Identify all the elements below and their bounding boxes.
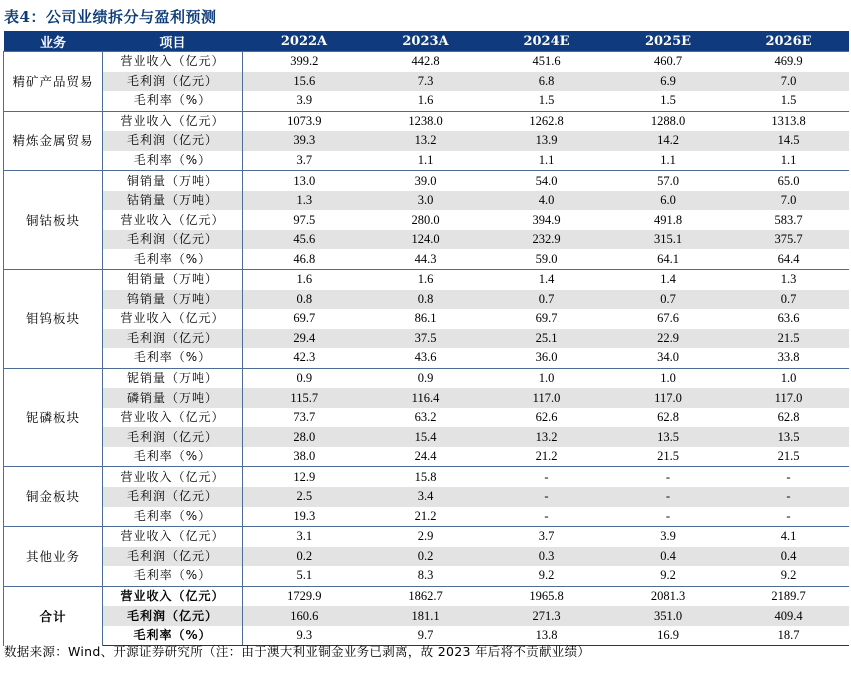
value-cell: 0.3	[486, 547, 608, 567]
value-cell: 271.3	[486, 606, 608, 626]
source-note: 数据来源：Wind、开源证券研究所（注：由于澳大利亚铜金业务已剥离，故 2023 年后将不贡献业绩）	[4, 644, 591, 659]
value-cell: 1.4	[608, 270, 729, 290]
value-cell: 16.9	[608, 626, 729, 646]
value-cell: 63.2	[414, 410, 437, 425]
value-cell: 34.0	[657, 350, 679, 365]
value-cell: 9.3	[243, 626, 366, 646]
value-cell: 62.8	[777, 410, 800, 425]
value-cell: 409.4	[729, 606, 849, 626]
table-row	[4, 111, 849, 131]
value-cell: 33.8	[777, 350, 800, 365]
forecast-table	[3, 31, 849, 646]
item-label-cell: 铌销量（万吨）	[103, 368, 243, 388]
value-cell: 22.9	[608, 329, 729, 349]
value-cell: 29.4	[243, 329, 366, 349]
table-row	[4, 72, 849, 92]
value-cell: 4.0	[486, 191, 608, 211]
value-cell: 42.3	[243, 348, 366, 368]
value-cell: 62.6	[535, 410, 558, 425]
item-label-cell: 毛利润（亿元）	[103, 72, 243, 92]
table-row	[4, 467, 849, 487]
value-cell: 1.1	[660, 153, 676, 167]
value-cell: 13.2	[486, 427, 608, 447]
table-row	[4, 388, 849, 408]
value-cell: 38.0	[243, 447, 366, 467]
table-row	[4, 447, 849, 467]
value-cell: 0.2	[366, 547, 486, 567]
item-label-cell: 毛利率（%）	[133, 568, 212, 583]
table-row	[4, 171, 849, 191]
item-label-cell: 毛利率（%）	[133, 508, 212, 523]
value-cell: 5.1	[243, 566, 366, 586]
value-cell: 124.0	[366, 230, 486, 250]
value-cell: 451.6	[486, 52, 608, 72]
item-label-cell: 毛利率（%）	[133, 93, 212, 108]
value-cell: 1.1	[538, 153, 555, 167]
value-cell: 14.5	[729, 131, 849, 151]
table-title: 表4：公司业绩拆分与盈利预测	[4, 8, 217, 26]
value-cell: 21.2	[535, 449, 558, 464]
value-cell: 15.8	[366, 467, 486, 487]
value-cell: 46.8	[243, 249, 366, 269]
business-name-cell: 精矿产品贸易	[4, 52, 103, 112]
table-row	[4, 507, 849, 527]
item-label-cell: 毛利润（亿元）	[103, 329, 243, 349]
item-label-cell: 营业收入（亿元）	[120, 311, 225, 326]
value-cell: 315.1	[608, 230, 729, 250]
header-2023a: 2023A	[366, 31, 486, 52]
item-label-cell: 营业收入（亿元）	[103, 111, 243, 131]
value-cell: 115.7	[243, 388, 366, 408]
item-label-cell: 营业收入（亿元）	[103, 586, 243, 606]
business-name-cell: 精炼金属贸易	[4, 111, 103, 171]
value-cell: 63.6	[777, 311, 800, 326]
header-2022a: 2022A	[243, 31, 366, 52]
item-label-cell: 毛利润（亿元）	[103, 606, 243, 626]
business-name-cell: 铌磷板块	[4, 368, 103, 467]
value-cell: 1313.8	[729, 111, 849, 131]
value-cell: 8.3	[417, 568, 434, 583]
item-label-cell: 毛利率（%）	[133, 251, 212, 266]
table-row	[4, 131, 849, 151]
value-cell: -	[486, 467, 608, 487]
item-label-cell: 营业收入（亿元）	[120, 410, 225, 425]
business-name-cell: 其他业务	[4, 527, 103, 587]
value-cell: 0.2	[243, 547, 366, 567]
value-cell: 9.2	[538, 568, 555, 583]
value-cell: -	[608, 467, 729, 487]
value-cell: 12.9	[243, 467, 366, 487]
value-cell: 0.7	[486, 290, 608, 310]
item-label-cell: 毛利率（%）	[133, 449, 212, 464]
table-row	[4, 191, 849, 211]
value-cell: 54.0	[486, 171, 608, 191]
value-cell: 1.0	[608, 368, 729, 388]
value-cell: -	[665, 508, 671, 523]
value-cell: 460.7	[608, 52, 729, 72]
value-cell: -	[729, 487, 849, 507]
value-cell: 2081.3	[608, 586, 729, 606]
value-cell: 64.4	[777, 251, 800, 266]
value-cell: 442.8	[366, 52, 486, 72]
value-cell: -	[486, 487, 608, 507]
table-row	[4, 527, 849, 547]
value-cell: 7.0	[729, 72, 849, 92]
value-cell: 21.5	[777, 449, 800, 464]
header-row	[4, 31, 849, 52]
value-cell: 7.0	[729, 191, 849, 211]
table-row	[4, 151, 849, 171]
value-cell: -	[786, 508, 791, 523]
item-label-cell: 营业收入（亿元）	[103, 527, 243, 547]
table-row	[4, 329, 849, 349]
value-cell: 3.9	[608, 527, 729, 547]
value-cell: 59.0	[535, 251, 558, 266]
item-label-cell: 磷销量（万吨）	[103, 388, 243, 408]
value-cell: 13.5	[729, 427, 849, 447]
value-cell: 583.7	[774, 212, 803, 227]
value-cell: 3.0	[366, 191, 486, 211]
value-cell: 1262.8	[486, 111, 608, 131]
business-name-cell: 铜钴板块	[4, 171, 103, 270]
header-2024e: 2024E	[486, 31, 608, 52]
value-cell: 13.0	[243, 171, 366, 191]
value-cell: 0.9	[243, 368, 366, 388]
table-row	[4, 368, 849, 388]
value-cell: -	[608, 487, 729, 507]
value-cell: 6.0	[608, 191, 729, 211]
item-label-cell: 营业收入（亿元）	[103, 467, 243, 487]
value-cell: 1.0	[729, 368, 849, 388]
value-cell: 7.3	[366, 72, 486, 92]
value-cell: 67.6	[657, 311, 679, 326]
value-cell: 21.2	[414, 508, 437, 523]
value-cell: 0.8	[243, 290, 366, 310]
value-cell: 24.4	[414, 449, 437, 464]
value-cell: 97.5	[243, 210, 366, 230]
value-cell: 1.4	[486, 270, 608, 290]
value-cell: 3.4	[366, 487, 486, 507]
value-cell: 0.4	[729, 547, 849, 567]
business-name-cell: 铜金板块	[4, 467, 103, 527]
table-row	[4, 309, 849, 329]
value-cell: 117.0	[608, 388, 729, 408]
value-cell: 37.5	[366, 329, 486, 349]
value-cell: 18.7	[729, 626, 849, 646]
table-row	[4, 249, 849, 269]
value-cell: 1.5	[538, 93, 555, 108]
value-cell: 117.0	[729, 388, 849, 408]
value-cell: 69.7	[535, 311, 558, 326]
item-label-cell: 毛利润（亿元）	[103, 547, 243, 567]
item-label-cell: 毛利润（亿元）	[103, 487, 243, 507]
value-cell: 394.9	[532, 212, 561, 227]
value-cell: 3.1	[243, 527, 366, 547]
item-label-cell: 毛利润（亿元）	[103, 131, 243, 151]
value-cell: 64.1	[657, 251, 679, 266]
table-row	[4, 91, 849, 111]
value-cell: 1729.9	[243, 586, 366, 606]
value-cell: 399.2	[243, 52, 366, 72]
value-cell: 116.4	[366, 388, 486, 408]
value-cell: 2189.7	[729, 586, 849, 606]
value-cell: 1862.7	[366, 586, 486, 606]
value-cell: 1.1	[780, 153, 797, 167]
table-row	[4, 606, 849, 626]
value-cell: 19.3	[243, 507, 366, 527]
value-cell: 39.0	[366, 171, 486, 191]
item-label-cell: 营业收入（亿元）	[120, 212, 225, 227]
value-cell: 0.9	[366, 368, 486, 388]
item-label-cell: 毛利率（%）	[103, 626, 243, 646]
value-cell: 6.8	[486, 72, 608, 92]
value-cell: 9.2	[660, 568, 676, 583]
value-cell: 9.7	[366, 626, 486, 646]
value-cell: 1.3	[243, 191, 366, 211]
value-cell: 232.9	[486, 230, 608, 250]
value-cell: 2.5	[243, 487, 366, 507]
value-cell: 25.1	[486, 329, 608, 349]
value-cell: 13.9	[486, 131, 608, 151]
table-row	[4, 290, 849, 310]
value-cell: 0.7	[608, 290, 729, 310]
value-cell: -	[544, 508, 549, 523]
header-2026e: 2026E	[729, 31, 849, 52]
item-label-cell: 毛利润（亿元）	[103, 230, 243, 250]
value-cell: 4.1	[729, 527, 849, 547]
value-cell: 0.8	[366, 290, 486, 310]
item-label-cell: 毛利润（亿元）	[103, 427, 243, 447]
value-cell: 0.4	[608, 547, 729, 567]
table-row	[4, 487, 849, 507]
value-cell: 9.2	[780, 568, 797, 583]
header-2025e: 2025E	[608, 31, 729, 52]
value-cell: 43.6	[414, 350, 437, 365]
value-cell: 280.0	[411, 212, 440, 227]
header-business: 业务	[4, 31, 103, 52]
value-cell: 160.6	[243, 606, 366, 626]
value-cell: 351.0	[608, 606, 729, 626]
value-cell: 1.6	[417, 93, 434, 108]
table-row	[4, 586, 849, 606]
value-cell: 0.7	[729, 290, 849, 310]
value-cell: 1.5	[660, 93, 676, 108]
value-cell: 14.2	[608, 131, 729, 151]
value-cell: 491.8	[653, 212, 683, 227]
table-row	[4, 427, 849, 447]
business-name-cell: 钼钨板块	[4, 270, 103, 369]
value-cell: 13.5	[608, 427, 729, 447]
table-row	[4, 230, 849, 250]
table-row	[4, 210, 849, 230]
value-cell: 181.1	[366, 606, 486, 626]
value-cell: 86.1	[414, 311, 437, 326]
item-label-cell: 铜销量（万吨）	[103, 171, 243, 191]
value-cell: 3.7	[243, 151, 366, 171]
value-cell: 1.1	[417, 153, 434, 167]
table-row	[4, 566, 849, 586]
item-label-cell: 钨销量（万吨）	[103, 290, 243, 310]
value-cell: 39.3	[243, 131, 366, 151]
table-body	[4, 52, 849, 646]
value-cell: 13.8	[486, 626, 608, 646]
value-cell: 36.0	[535, 350, 558, 365]
item-label-cell: 毛利率（%）	[133, 153, 212, 167]
value-cell: 65.0	[729, 171, 849, 191]
value-cell: 1238.0	[366, 111, 486, 131]
value-cell: 73.7	[243, 408, 366, 428]
value-cell: 28.0	[243, 427, 366, 447]
value-cell: 69.7	[243, 309, 366, 329]
value-cell: 21.5	[729, 329, 849, 349]
value-cell: 62.8	[657, 410, 679, 425]
item-label-cell: 营业收入（亿元）	[103, 52, 243, 72]
item-label-cell: 钼销量（万吨）	[103, 270, 243, 290]
value-cell: 1.3	[729, 270, 849, 290]
value-cell: 15.6	[243, 72, 366, 92]
value-cell: 469.9	[729, 52, 849, 72]
value-cell: 15.4	[366, 427, 486, 447]
value-cell: 1.6	[366, 270, 486, 290]
business-name-cell: 合计	[4, 586, 103, 646]
value-cell: 1.5	[780, 93, 797, 108]
table-row	[4, 348, 849, 368]
value-cell: 1073.9	[243, 111, 366, 131]
value-cell: 375.7	[729, 230, 849, 250]
value-cell: 1.6	[243, 270, 366, 290]
value-cell: 21.5	[657, 449, 679, 464]
header-item: 项目	[103, 31, 243, 52]
value-cell: -	[729, 467, 849, 487]
table-row	[4, 270, 849, 290]
value-cell: 13.2	[366, 131, 486, 151]
value-cell: 3.9	[243, 91, 366, 111]
item-label-cell: 毛利率（%）	[133, 350, 212, 365]
table-row	[4, 52, 849, 72]
value-cell: 1288.0	[608, 111, 729, 131]
value-cell: 57.0	[608, 171, 729, 191]
value-cell: 117.0	[486, 388, 608, 408]
value-cell: 3.7	[486, 527, 608, 547]
item-label-cell: 钴销量（万吨）	[103, 191, 243, 211]
value-cell: 2.9	[366, 527, 486, 547]
value-cell: 6.9	[608, 72, 729, 92]
table-row	[4, 408, 849, 428]
value-cell: 1.0	[486, 368, 608, 388]
value-cell: 44.3	[414, 251, 437, 266]
value-cell: 1965.8	[486, 586, 608, 606]
table-row	[4, 547, 849, 567]
value-cell: 45.6	[243, 230, 366, 250]
